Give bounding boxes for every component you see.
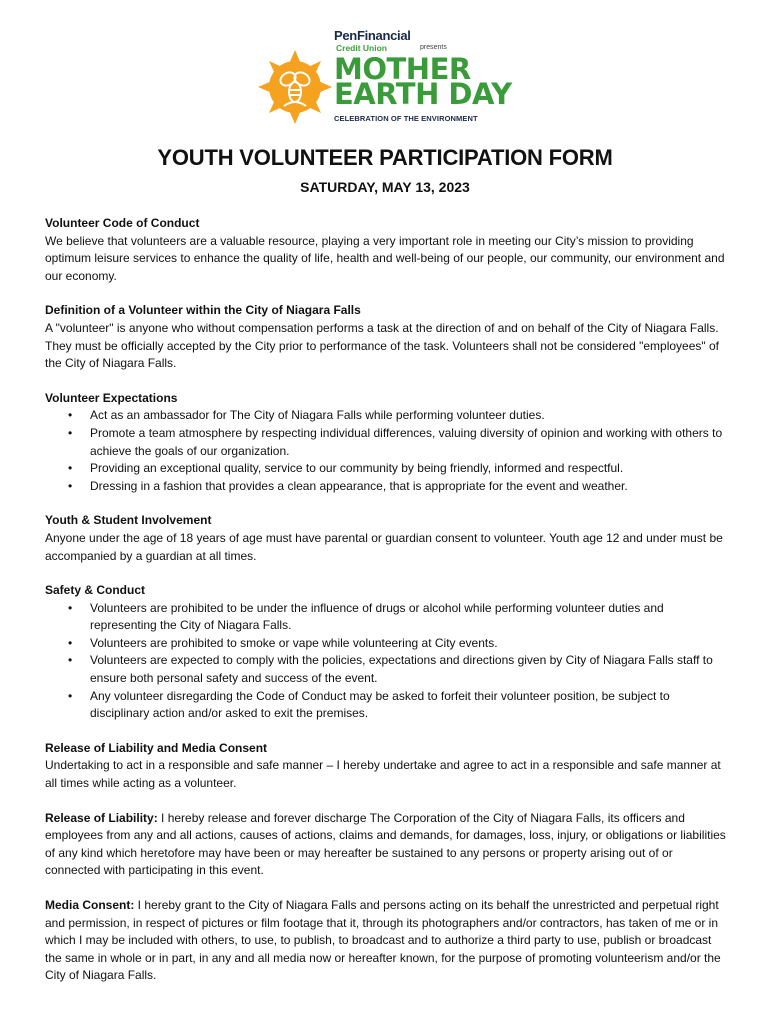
list-item: • Volunteers are expected to comply with the policies, expectations and directions given by City of Niagara Falls staff to ensure both personal safety and success of the event. bbox=[90, 652, 727, 687]
expectations-list bbox=[45, 407, 727, 495]
release-liability-label: Release of Liability: bbox=[45, 810, 158, 825]
section-text: Undertaking to act in a responsible and safe manner – I hereby undertake and agree to act in a responsible and safe manner at all times while acting as a volunteer. bbox=[45, 758, 721, 791]
section-heading: Definition of a Volunteer within the City of Niagara Falls bbox=[45, 303, 361, 318]
section-heading: Volunteer Expectations bbox=[45, 390, 178, 405]
media-consent-label: Media Consent: bbox=[45, 898, 135, 912]
list-item: • Providing an exceptional quality, service to our community by being friendly, informed and respectful. bbox=[90, 460, 727, 478]
list-item: • Volunteers are prohibited to smoke or vape while volunteering at City events. bbox=[90, 635, 727, 653]
section-media-consent bbox=[45, 897, 727, 985]
event-title bbox=[334, 52, 512, 111]
presents-text: presents bbox=[420, 44, 447, 51]
release-liability-text: I hereby release and forever discharge The Corporation of the City of Niagara Falls, its officers and employees from any and all actions, causes of actions, claims and demands, for damages, loss, injury, or obligations or liabilities of any kind which heretofore may have been or may hereafter be sustained to any persons or property arising out of or connected with participating in this event. bbox=[45, 810, 726, 878]
safety-list bbox=[45, 600, 727, 723]
list-item: • Volunteers are prohibited to be under the influence of drugs or alcohol while performing volunteer duties and representing the City of Niagara Falls. bbox=[90, 600, 727, 635]
section-text: We believe that volunteers are a valuable resource, playing a very important role in meeting our City’s mission to providing optimum leisure services to enhance the quality of life, health and well-being of our people, our community, our environment and our economy. bbox=[45, 233, 725, 283]
form-body bbox=[45, 215, 727, 1002]
section-heading: Safety & Conduct bbox=[45, 583, 146, 598]
list-item: • Any volunteer disregarding the Code of Conduct may be asked to forfeit their volunteer position, be subject to disciplinary action and/or asked to exit the premises. bbox=[90, 688, 727, 723]
event-tagline: CELEBRATION OF THE ENVIRONMENT bbox=[334, 114, 478, 123]
section-safety-conduct bbox=[45, 582, 727, 723]
sponsor-subtitle: Credit Union bbox=[336, 43, 387, 53]
section-release-media bbox=[45, 740, 727, 793]
sun-bee-icon bbox=[258, 50, 332, 124]
section-text: Anyone under the age of 18 years of age must have parental or guardian consent to volunteer. Youth age 12 and under must be accompanied by a guardian at all times. bbox=[45, 530, 723, 563]
list-item: • Promote a team atmosphere by respecting individual differences, valuing diversity of opinion and working with others to achieve the goals of our organization. bbox=[90, 425, 727, 460]
list-item: • Dressing in a fashion that provides a clean appearance, that is appropriate for the event and weather. bbox=[90, 478, 727, 496]
section-release-liability bbox=[45, 810, 727, 880]
section-heading: Release of Liability and Media Consent bbox=[45, 740, 268, 755]
section-code-of-conduct bbox=[45, 215, 727, 285]
section-text: A "volunteer" is anyone who without compensation performs a task at the direction of and on behalf of the City of Niagara Falls. They must be officially accepted by the City prior to performance of the task. Volunteers shall not be considered "employees" of the City of Niagara Falls. bbox=[45, 320, 719, 371]
list-item: • Act as an ambassador for The City of Niagara Falls while performing volunteer duties. bbox=[90, 407, 727, 425]
form-date: SATURDAY, MAY 13, 2023 bbox=[300, 179, 470, 195]
event-title-line1: MOTHER bbox=[334, 52, 471, 86]
event-title-line2: EARTH DAY bbox=[334, 77, 512, 111]
section-expectations bbox=[45, 390, 727, 496]
section-heading: Youth & Student Involvement bbox=[45, 513, 212, 528]
sponsor-name: PenFinancial bbox=[334, 28, 411, 43]
media-consent-text: I hereby grant to the City of Niagara Falls and persons acting on its behalf the unrestricted and perpetual right and permission, in respect of pictures or film footage that it, through its photographers and/or contractors, has taken of me or in which I may be included with others, to use, to publish, to broadcast and to authorize a third party to use, publish or broadcast the same in whole or in part, in any and all media now or hereafter known, for the purpose of promoting volunteerism and/or the City of Niagara Falls. bbox=[45, 898, 721, 983]
section-heading: Volunteer Code of Conduct bbox=[45, 216, 200, 230]
event-logo bbox=[258, 28, 518, 128]
form-title: YOUTH VOLUNTEER PARTICIPATION FORM bbox=[157, 145, 613, 170]
section-definition bbox=[45, 302, 727, 372]
section-youth-involvement bbox=[45, 512, 727, 565]
